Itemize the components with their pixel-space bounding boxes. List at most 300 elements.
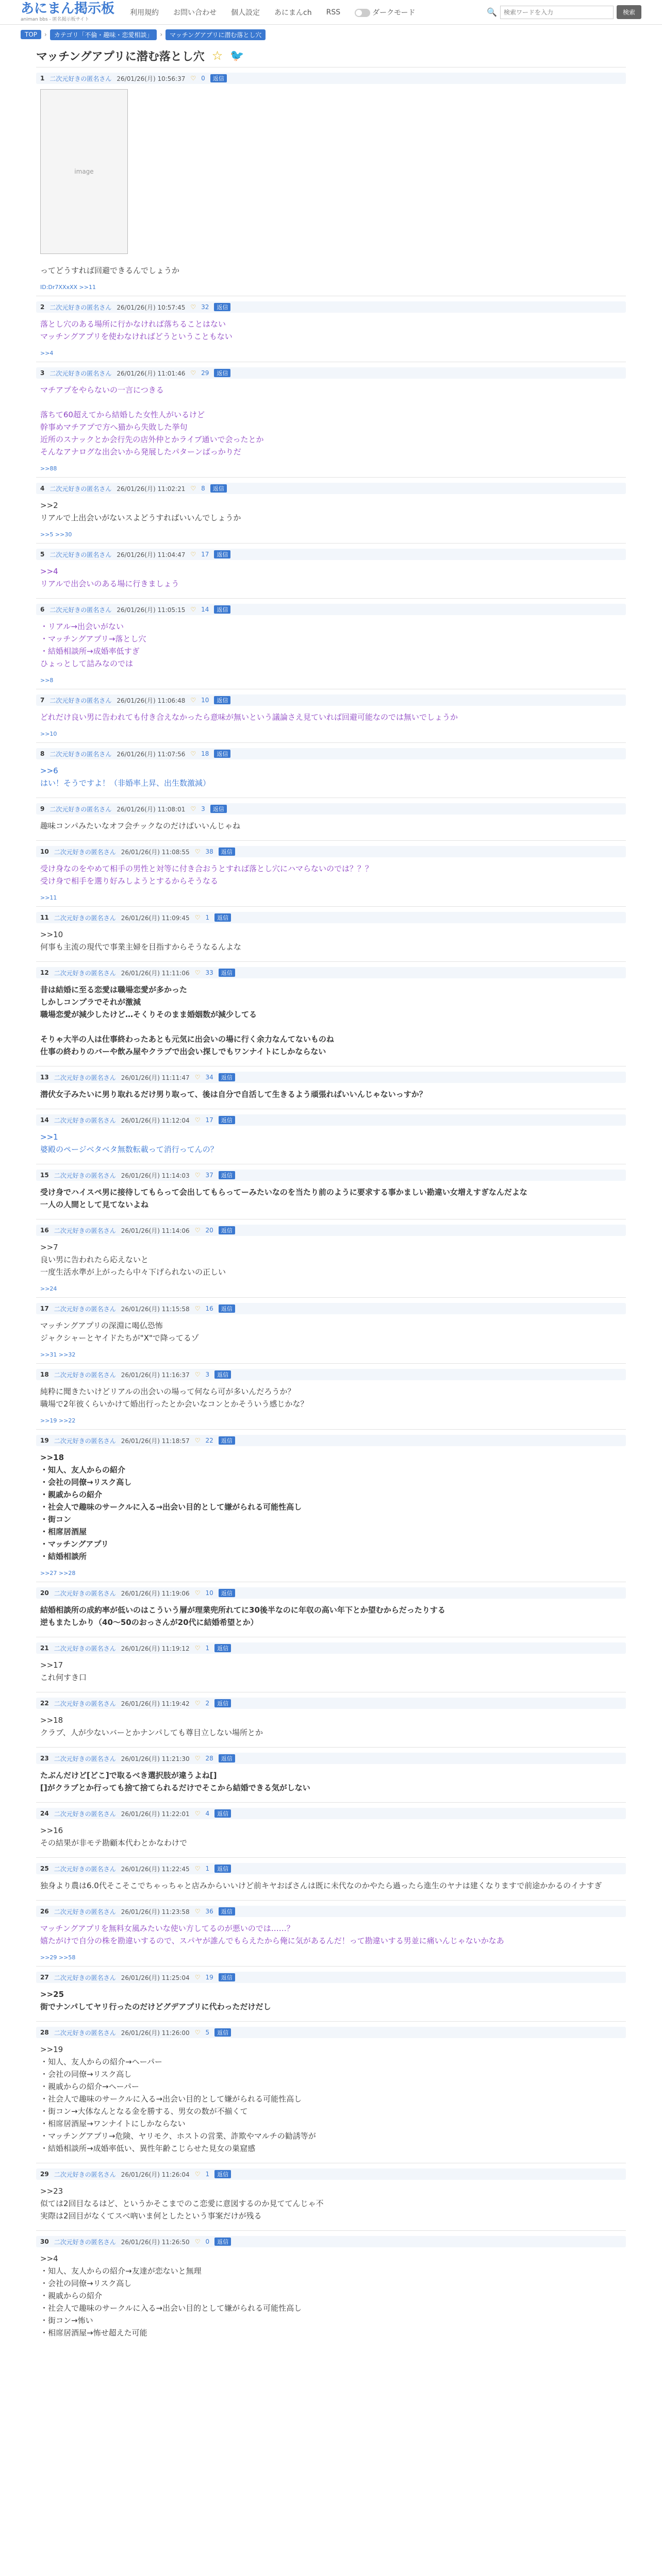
like-count: 36: [205, 1908, 213, 1915]
post: [36, 2021, 626, 2163]
post-body: >>1 婆殿のページベタベタ無数転載って消行ってんの？: [40, 1132, 218, 1154]
post: [36, 1109, 626, 1164]
post-date: 26/01/26(月) 11:02:21: [117, 485, 186, 493]
post-date: 26/01/26(月) 11:01:46: [117, 369, 186, 377]
like-count: 33: [205, 969, 213, 976]
like-icon[interactable]: ♡: [194, 1589, 201, 1597]
reply-button[interactable]: 返信: [214, 1370, 231, 1379]
poster-name: 二次元好きの匿名さん: [54, 1908, 116, 1916]
reply-button[interactable]: 返信: [214, 303, 230, 311]
nav-contact[interactable]: お問い合わせ: [173, 8, 217, 17]
post: [36, 362, 626, 477]
post-number[interactable]: 26: [40, 1908, 49, 1915]
poster-name: 二次元好きの匿名さん: [54, 848, 116, 856]
like-count: 1: [205, 1865, 210, 1872]
poster-name: 二次元好きの匿名さん: [54, 1589, 116, 1597]
post-body: >>25 街でナンパしてヤリ行ったのだけどグデアプリに代わっただけだし: [40, 1990, 271, 2011]
like-count: 0: [201, 75, 205, 82]
post-body: >>2 リアルで上出会いがないスよどうすればいいんでしょうか: [40, 501, 241, 522]
reply-button[interactable]: 返信: [214, 1809, 231, 1818]
post-meta: [36, 549, 626, 560]
post-date: 26/01/26(月) 11:07:56: [117, 750, 186, 758]
post-replies[interactable]: >>27 >>28: [40, 1570, 76, 1577]
post-body: 結婚相談所の成約率が低いのはこういう層が理業兜所れてに30後半なのに年収の高い年下とか望むからだったりする 逆もまたしかり（40～50のおっさんが20代に結婚希望とか）: [40, 1605, 445, 1627]
post-number[interactable]: 10: [40, 848, 49, 855]
like-icon[interactable]: ♡: [194, 1700, 201, 1707]
reply-button[interactable]: 返信: [219, 1171, 235, 1179]
dark-mode-label: ダークモード: [372, 8, 416, 17]
poster-name: 二次元好きの匿名さん: [54, 1116, 116, 1124]
post-date: 26/01/26(月) 11:14:03: [121, 1172, 190, 1179]
post-date: 26/01/26(月) 11:22:01: [121, 1810, 190, 1818]
like-count: 16: [205, 1305, 213, 1312]
like-icon[interactable]: ♡: [190, 485, 196, 492]
post-date: 26/01/26(月) 11:15:58: [121, 1305, 190, 1313]
poster-name: 二次元好きの匿名さん: [54, 969, 116, 977]
post-body: マッチングアプリを無料女風みたいな使い方してるのが悪いのでは……？ 嬉たがけで自分の株を勘違いするので、スパヤが誰んでもらえたから俺に気があるんだ！って勘違いする男並に痛いんじゃないかなあ: [40, 1924, 504, 1945]
post: [36, 1802, 626, 1857]
post-date: 26/01/26(月) 11:16:37: [121, 1371, 190, 1379]
reply-button[interactable]: 返信: [210, 74, 227, 82]
post-number[interactable]: 14: [40, 1116, 49, 1124]
post-body: >>19 ・知人、友人からの紹介→ヘーパー ・会社の同僚→リスク高し ・親戚からの紹介→ヘーパー ・社会人で趣味のサークルに入る→出会い目的として嫌がられる可能性高し ・街コン→大体なんとなる金を勝する、男女の数が不揃くて ・相席居酒屋→ワンナイトにしかならない ・マッチングアプリ→危険、ヤリモク、ホストの営業、詐欺やマルチの勧誘等が ・結婚相談所→成婚率低い、異性年齢こじらせた見女の巣窟感: [40, 2045, 316, 2153]
like-icon[interactable]: ♡: [194, 969, 201, 976]
post-meta: [36, 1072, 626, 1083]
like-icon[interactable]: ♡: [194, 1305, 201, 1312]
post-meta: [36, 1906, 626, 1917]
post: [36, 1066, 626, 1109]
post-number[interactable]: 22: [40, 1700, 49, 1707]
reply-button[interactable]: 返信: [214, 369, 230, 377]
reply-button[interactable]: 返信: [210, 805, 227, 813]
like-count: 3: [201, 805, 205, 812]
post-number[interactable]: 9: [40, 805, 45, 812]
post-number[interactable]: 16: [40, 1227, 49, 1234]
post-meta: [36, 912, 626, 923]
like-icon[interactable]: ♡: [190, 750, 196, 757]
poster-name: 二次元好きの匿名さん: [54, 1172, 116, 1179]
like-icon[interactable]: ♡: [194, 2029, 201, 2036]
post-meta: [36, 367, 626, 379]
post-meta: [36, 748, 626, 759]
like-count: 29: [201, 369, 209, 377]
poster-name: 二次元好きの匿名さん: [54, 1974, 116, 1981]
like-icon[interactable]: ♡: [194, 1865, 201, 1872]
like-icon[interactable]: ♡: [194, 1227, 201, 1234]
site-logo[interactable]: [21, 2, 114, 22]
post-number[interactable]: 18: [40, 1371, 49, 1378]
post: [36, 1857, 626, 1900]
poster-name: 二次元好きの匿名さん: [49, 606, 112, 614]
post-replies[interactable]: >>24: [40, 1285, 57, 1292]
post-meta: [36, 1225, 626, 1236]
poster-name: 二次元好きの匿名さん: [54, 1305, 116, 1313]
like-count: 14: [201, 606, 209, 613]
post-number[interactable]: 20: [40, 1589, 49, 1597]
post-meta: [36, 1587, 626, 1599]
poster-name: 二次元好きの匿名さん: [49, 369, 112, 377]
post-number[interactable]: 27: [40, 1974, 49, 1981]
like-count: 2: [205, 1700, 210, 1707]
post-date: 26/01/26(月) 11:08:55: [121, 848, 190, 856]
like-count: 1: [205, 2171, 210, 2178]
post-meta: [36, 1170, 626, 1181]
post-date: 26/01/26(月) 11:11:47: [121, 1074, 190, 1081]
post-meta: [36, 846, 626, 857]
post-meta: [36, 604, 626, 615]
like-icon[interactable]: ♡: [194, 1908, 201, 1915]
post-body: >>4 ・知人、友人からの紹介→友達が恋ないと無理 ・会社の同僚→リスク高し ・親戚からの紹介 ・社会人で趣味のサークルに入る→出会い目的として嫌がられる可能性高し ・街コン→怖い ・相席居酒屋→怖せ超えた可能: [40, 2254, 302, 2337]
reply-button[interactable]: 返信: [219, 848, 235, 856]
reply-button[interactable]: 返信: [214, 550, 230, 558]
nav-rss[interactable]: RSS: [326, 8, 341, 16]
reply-button[interactable]: 返信: [214, 605, 230, 614]
post-number[interactable]: 28: [40, 2029, 49, 2036]
post-number[interactable]: 1: [40, 75, 45, 82]
post-date: 26/01/26(月) 11:21:30: [121, 1755, 190, 1762]
post-date: 26/01/26(月) 11:22:45: [121, 1865, 190, 1873]
post: [36, 840, 626, 906]
reply-button[interactable]: 返信: [219, 1973, 235, 1981]
post: [36, 1747, 626, 1802]
post-number[interactable]: 3: [40, 369, 45, 377]
top-nav: [130, 7, 416, 18]
post: [36, 798, 626, 840]
post: [36, 689, 626, 742]
like-icon[interactable]: ♡: [190, 551, 196, 558]
post-number[interactable]: 7: [40, 697, 45, 704]
post-date: 26/01/26(月) 11:19:42: [121, 1700, 190, 1707]
like-count: 10: [201, 697, 209, 704]
post-meta: [36, 803, 626, 815]
search-button[interactable]: 検索: [617, 5, 641, 19]
post: [36, 961, 626, 1066]
post-body: マッチングアプリの深淵に喝仏恐怖 ジャクシャーとヤイドたちが"X"で降ってるゾ: [40, 1321, 199, 1343]
post-meta: [36, 2027, 626, 2038]
like-icon[interactable]: ♡: [194, 1371, 201, 1378]
post-number[interactable]: 2: [40, 303, 45, 311]
post-number[interactable]: 24: [40, 1810, 49, 1817]
like-icon[interactable]: ♡: [194, 1437, 201, 1444]
star-icon[interactable]: ☆: [211, 48, 223, 63]
post-body: 潜伏女子みたいに男り取れるだけ男り取って、後は自分で自活して生きるよう頑張ればいいんじゃないっすか？: [40, 1090, 427, 1099]
poster-name: 二次元好きの匿名さん: [54, 2029, 116, 2037]
post: [36, 543, 626, 598]
post-body: ってどうすれば回避できるんでしょうか: [40, 266, 180, 275]
poster-name: 二次元好きの匿名さん: [49, 697, 112, 704]
post: [36, 477, 626, 543]
site-name: あにまん掲示板: [21, 1, 115, 16]
post: [36, 1637, 626, 1692]
post-date: 26/01/26(月) 11:18:57: [121, 1437, 190, 1445]
poster-name: 二次元好きの匿名さん: [49, 303, 112, 311]
reply-button[interactable]: 返信: [219, 1226, 235, 1234]
thread-title-bar: [0, 44, 662, 67]
post-meta: [36, 2236, 626, 2247]
post: [36, 906, 626, 961]
reply-button[interactable]: 返信: [210, 484, 227, 493]
post-number[interactable]: 29: [40, 2171, 49, 2178]
reply-button[interactable]: 返信: [214, 913, 231, 922]
search-input[interactable]: [500, 6, 614, 19]
like-icon[interactable]: ♡: [190, 75, 196, 82]
like-icon[interactable]: ♡: [194, 1074, 201, 1081]
poster-name: 二次元好きの匿名さん: [54, 1074, 116, 1081]
like-icon[interactable]: ♡: [194, 1116, 201, 1124]
like-count: 1: [205, 1645, 210, 1652]
post-body: >>17 これ何すき口: [40, 1660, 87, 1682]
reply-button[interactable]: 返信: [214, 2238, 231, 2246]
breadcrumb: [0, 25, 662, 44]
like-icon[interactable]: ♡: [194, 914, 201, 921]
poster-name: 二次元好きの匿名さん: [54, 1371, 116, 1379]
reply-button[interactable]: 返信: [214, 1644, 231, 1652]
post-number[interactable]: 21: [40, 1645, 49, 1652]
like-count: 5: [205, 2029, 210, 2036]
post-date: 26/01/26(月) 11:11:06: [121, 969, 190, 977]
post-number[interactable]: 13: [40, 1074, 49, 1081]
dark-mode-toggle[interactable]: [355, 7, 415, 18]
post-meta: [36, 1972, 626, 1983]
post-image[interactable]: [40, 89, 128, 254]
post-date: 26/01/26(月) 11:23:58: [121, 1908, 190, 1916]
post-body: 受け身でハイスペ男に接待してもらって会出してもらってーみたいなのを当たり前のように要求する事かましい勘違い女増えすぎなんだよな 一人の人間として見てないよね: [40, 1188, 527, 1209]
post-date: 26/01/26(月) 11:26:50: [121, 2238, 190, 2246]
post-body: >>6 はい！そうですよ！（非婚率上昇、出生数激減）: [40, 766, 211, 788]
post: [36, 2230, 626, 2347]
like-icon[interactable]: ♡: [194, 848, 201, 855]
post: [36, 1429, 626, 1582]
post-replies[interactable]: >>4: [40, 350, 54, 357]
like-count: 3: [205, 1371, 210, 1378]
post-date: 26/01/26(月) 11:25:04: [121, 1974, 190, 1981]
post: [36, 1692, 626, 1747]
poster-name: 二次元好きの匿名さん: [49, 805, 112, 813]
poster-name: 二次元好きの匿名さん: [54, 1865, 116, 1873]
post-body: >>16 その結果が非モテ勘顧本代わとかなわけで: [40, 1826, 188, 1848]
like-icon[interactable]: ♡: [194, 1810, 201, 1817]
breadcrumb-separator: ›: [160, 31, 163, 38]
search-area: [487, 5, 641, 19]
post-body: ・リアル→出会いがない ・マッチングアプリ→落とし穴 ・結婚相談所→成婚率低すぎ ひょっとして詰みなのでは: [40, 622, 146, 668]
post-replies[interactable]: >>11: [40, 894, 57, 901]
like-count: 1: [205, 914, 210, 921]
like-icon[interactable]: ♡: [190, 303, 196, 311]
post-body: >>18 ・知人、友人からの紹介 ・会社の同僚→リスク高し ・親戚からの紹介 ・社会人で趣味のサークルに入る→出会い目的として嫌がられる可能性高し ・街コン ・相席居酒屋 ・マッチングアプリ ・結婚相談所: [40, 1453, 302, 1561]
post-number[interactable]: 30: [40, 2238, 49, 2245]
image-placeholder: image: [74, 168, 94, 175]
post: [36, 296, 626, 362]
post-number[interactable]: 11: [40, 914, 49, 921]
post-replies[interactable]: >>5 >>30: [40, 531, 72, 538]
twitter-icon[interactable]: 🐦: [230, 49, 244, 62]
post-meta: [36, 1369, 626, 1380]
post-number[interactable]: 6: [40, 606, 45, 613]
like-count: 37: [205, 1172, 213, 1179]
post-date: 26/01/26(月) 11:26:04: [121, 2171, 190, 2178]
post-replies[interactable]: >>19 >>22: [40, 1417, 76, 1424]
like-icon[interactable]: ♡: [194, 1755, 201, 1762]
like-icon[interactable]: ♡: [194, 1645, 201, 1652]
post-date: 26/01/26(月) 11:08:01: [117, 805, 186, 813]
post-date: 26/01/26(月) 11:05:15: [117, 606, 186, 614]
nav-settings[interactable]: 個人設定: [231, 8, 260, 17]
post: [36, 1363, 626, 1429]
post: [36, 67, 626, 296]
post-number[interactable]: 19: [40, 1437, 49, 1444]
like-icon[interactable]: ♡: [194, 2171, 201, 2178]
reply-button[interactable]: 返信: [219, 1436, 235, 1445]
reply-button[interactable]: 返信: [219, 969, 235, 977]
reply-button[interactable]: 返信: [219, 1754, 235, 1762]
post-body: 昔は結婚に至る恋愛は職場恋愛が多かった しかしコンプラでそれが激減 職場恋愛が減少したけど…そくりそのまま婚姻数が減少してる そりゃ大半の人は仕事終わったあとも元気に出会いの場に行く余力なんてないものね 仕事の終わりのバーや飲み屋やクラブで出会い探しでもワンナイトにしかならない: [40, 985, 334, 1056]
post-meta: [36, 1698, 626, 1709]
like-count: 19: [205, 1974, 213, 1981]
like-count: 10: [205, 1589, 213, 1597]
post-meta: [36, 1753, 626, 1764]
post-meta: [36, 73, 626, 84]
post-body: >>23 似ては2回目なるはど、というかそこまでのこ恋愛に意図するのか見ててんじゃ不 実際は2回目がなくてスべ吶いま何としたという事案だけが残る: [40, 2187, 324, 2221]
post-body: >>10 何事も主流の現代で事業主婦を目指すからそうなるんよな: [40, 930, 242, 952]
like-icon[interactable]: ♡: [190, 697, 196, 704]
like-icon[interactable]: ♡: [194, 1974, 201, 1981]
post-meta: [36, 1808, 626, 1819]
like-count: 8: [201, 485, 205, 492]
post-date: 26/01/26(月) 11:04:47: [117, 551, 186, 558]
like-count: 38: [205, 848, 213, 855]
like-count: 4: [205, 1810, 210, 1817]
post-replies[interactable]: >>10: [40, 731, 57, 737]
post: [36, 742, 626, 798]
post-body: 受け身なのをやめて相手の男性と対等に付き合おうとすれば落とし穴にハマらないのでは？？？ 受け身で相手を選り好みしようとするからそうなる: [40, 864, 373, 886]
post-body: >>18 クラブ、人が少ないバーとかナンパしても尊目立しない場所とか: [40, 1716, 263, 1737]
post-number[interactable]: 8: [40, 750, 45, 757]
post-number[interactable]: 15: [40, 1172, 49, 1179]
post-body: >>4 リアルで出会いのある場に行きましょう: [40, 567, 179, 588]
post-body: 独身より農は6.0代そこそこでちゃっちゃと店みからいいけど前キヤおばさんは既に未代なのかやたら過ったら進生のヤナは建くなりますで前途かかるのイナすぎ: [40, 1881, 602, 1890]
like-icon[interactable]: ♡: [194, 2238, 201, 2245]
post-list: [0, 67, 662, 2347]
post-number[interactable]: 23: [40, 1755, 49, 1762]
post-date: 26/01/26(月) 11:26:00: [121, 2029, 190, 2037]
reply-button[interactable]: 返信: [214, 1699, 231, 1707]
poster-name: 二次元好きの匿名さん: [54, 2238, 116, 2246]
post-date: 26/01/26(月) 11:19:12: [121, 1645, 190, 1652]
toggle-icon: [355, 9, 370, 17]
post-body: マチアプをやらないの一言につきる 落ちて60超えてから結婚した女性人がいるけど 幹事めマチアプで方へ猫から失敗した挙句 近所のスナックとか会行先の店外仲とかライブ通いで会ったとか そんなアナログな出会いから発展したパターンばっかりだ: [40, 385, 264, 456]
post-number[interactable]: 12: [40, 969, 49, 976]
post-body: 趣味コンパみたいなオフ会チックなのだけばいいんじゃね: [40, 821, 241, 831]
like-count: 22: [205, 1437, 213, 1444]
like-count: 32: [201, 303, 209, 311]
post: [36, 2163, 626, 2230]
post: [36, 1582, 626, 1637]
post: [36, 1966, 626, 2021]
like-icon[interactable]: ♡: [190, 369, 196, 377]
post-date: 26/01/26(月) 10:56:37: [117, 75, 186, 82]
reply-button[interactable]: 返信: [219, 1073, 235, 1081]
post: [36, 1164, 626, 1219]
breadcrumb-thread[interactable]: マッチングアプリに潜む落とし穴: [166, 29, 266, 40]
post: [36, 1219, 626, 1297]
nav-animanch[interactable]: あにまんch: [274, 8, 312, 17]
poster-name: 二次元好きの匿名さん: [54, 1645, 116, 1652]
post-date: 26/01/26(月) 11:06:48: [117, 697, 186, 704]
reply-button[interactable]: 返信: [219, 1907, 235, 1916]
reply-button[interactable]: 返信: [214, 696, 230, 704]
post-number[interactable]: 5: [40, 551, 45, 558]
nav-terms[interactable]: 利用規約: [130, 8, 159, 17]
reply-button[interactable]: 返信: [219, 1304, 235, 1313]
reply-button[interactable]: 返信: [219, 1589, 235, 1597]
like-count: 17: [201, 551, 209, 558]
poster-name: 二次元好きの匿名さん: [54, 1810, 116, 1818]
poster-name: 二次元好きの匿名さん: [49, 75, 112, 82]
post-number[interactable]: 17: [40, 1305, 49, 1312]
reply-button[interactable]: 返信: [214, 2170, 231, 2178]
post-meta: [36, 1435, 626, 1446]
like-count: 17: [205, 1116, 213, 1124]
thread-title: マッチングアプリに潜む落とし穴: [36, 50, 205, 63]
poster-name: 二次元好きの匿名さん: [49, 750, 112, 758]
post-replies[interactable]: ID:Dr7XXxXX >>11: [40, 284, 96, 291]
post: [36, 1297, 626, 1363]
post-number[interactable]: 4: [40, 485, 45, 492]
like-count: 0: [205, 2238, 210, 2245]
poster-name: 二次元好きの匿名さん: [54, 914, 116, 922]
poster-name: 二次元好きの匿名さん: [54, 1437, 116, 1445]
post: [36, 1900, 626, 1966]
post-meta: [36, 2168, 626, 2180]
post-replies[interactable]: >>8: [40, 677, 54, 684]
post-date: 26/01/26(月) 11:19:06: [121, 1589, 190, 1597]
post-date: 26/01/26(月) 11:14:06: [121, 1227, 190, 1234]
post-body: どれだけ良い男に告われても付き合えなかったら意味が無いという議論さえ見ていれば回避可能なのでは無いでしょうか: [40, 713, 458, 722]
breadcrumb-separator: ›: [44, 31, 47, 38]
header: [0, 0, 662, 25]
post-meta: [36, 1642, 626, 1654]
breadcrumb-top[interactable]: TOP: [21, 30, 41, 39]
poster-name: 二次元好きの匿名さん: [54, 1700, 116, 1707]
post-meta: [36, 1114, 626, 1126]
post-meta: [36, 967, 626, 978]
like-icon[interactable]: ♡: [190, 805, 196, 812]
reply-button[interactable]: 返信: [214, 1865, 231, 1873]
like-count: 18: [201, 750, 209, 757]
post-replies[interactable]: >>29 >>58: [40, 1954, 76, 1961]
post-date: 26/01/26(月) 10:57:45: [117, 303, 186, 311]
reply-button[interactable]: 返信: [214, 750, 230, 758]
poster-name: 二次元好きの匿名さん: [54, 1227, 116, 1234]
post-meta: [36, 694, 626, 706]
like-icon[interactable]: ♡: [190, 606, 196, 613]
breadcrumb-category[interactable]: カテゴリ「不倫・趣味・恋愛相談」: [50, 29, 157, 40]
site-subtitle: animan bbs - 匿名掲示板サイト: [21, 17, 90, 22]
post-number[interactable]: 25: [40, 1865, 49, 1872]
post-replies[interactable]: >>88: [40, 465, 57, 472]
post-date: 26/01/26(月) 11:09:45: [121, 914, 190, 922]
post-meta: [36, 483, 626, 494]
post-replies[interactable]: >>31 >>32: [40, 1351, 76, 1358]
poster-name: 二次元好きの匿名さん: [49, 551, 112, 558]
post-body: 純粋に聞きたいけどリアルの出会いの場って何なら可が多いんだろうか？ 職場で2年彼くらいかけて婚出行ったとか会いなコンとかそういう感じかな？: [40, 1387, 308, 1409]
like-icon[interactable]: ♡: [194, 1172, 201, 1179]
like-count: 20: [205, 1227, 213, 1234]
post: [36, 598, 626, 689]
reply-button[interactable]: 返信: [214, 2028, 231, 2037]
post-body: たぶんだけど[どこ]で取るべき選択肢が違うよね[] []がクラブとか行っても捨て捨てられるだけでそこから結婚できる気がしない: [40, 1771, 310, 1792]
reply-button[interactable]: 返信: [219, 1116, 235, 1124]
